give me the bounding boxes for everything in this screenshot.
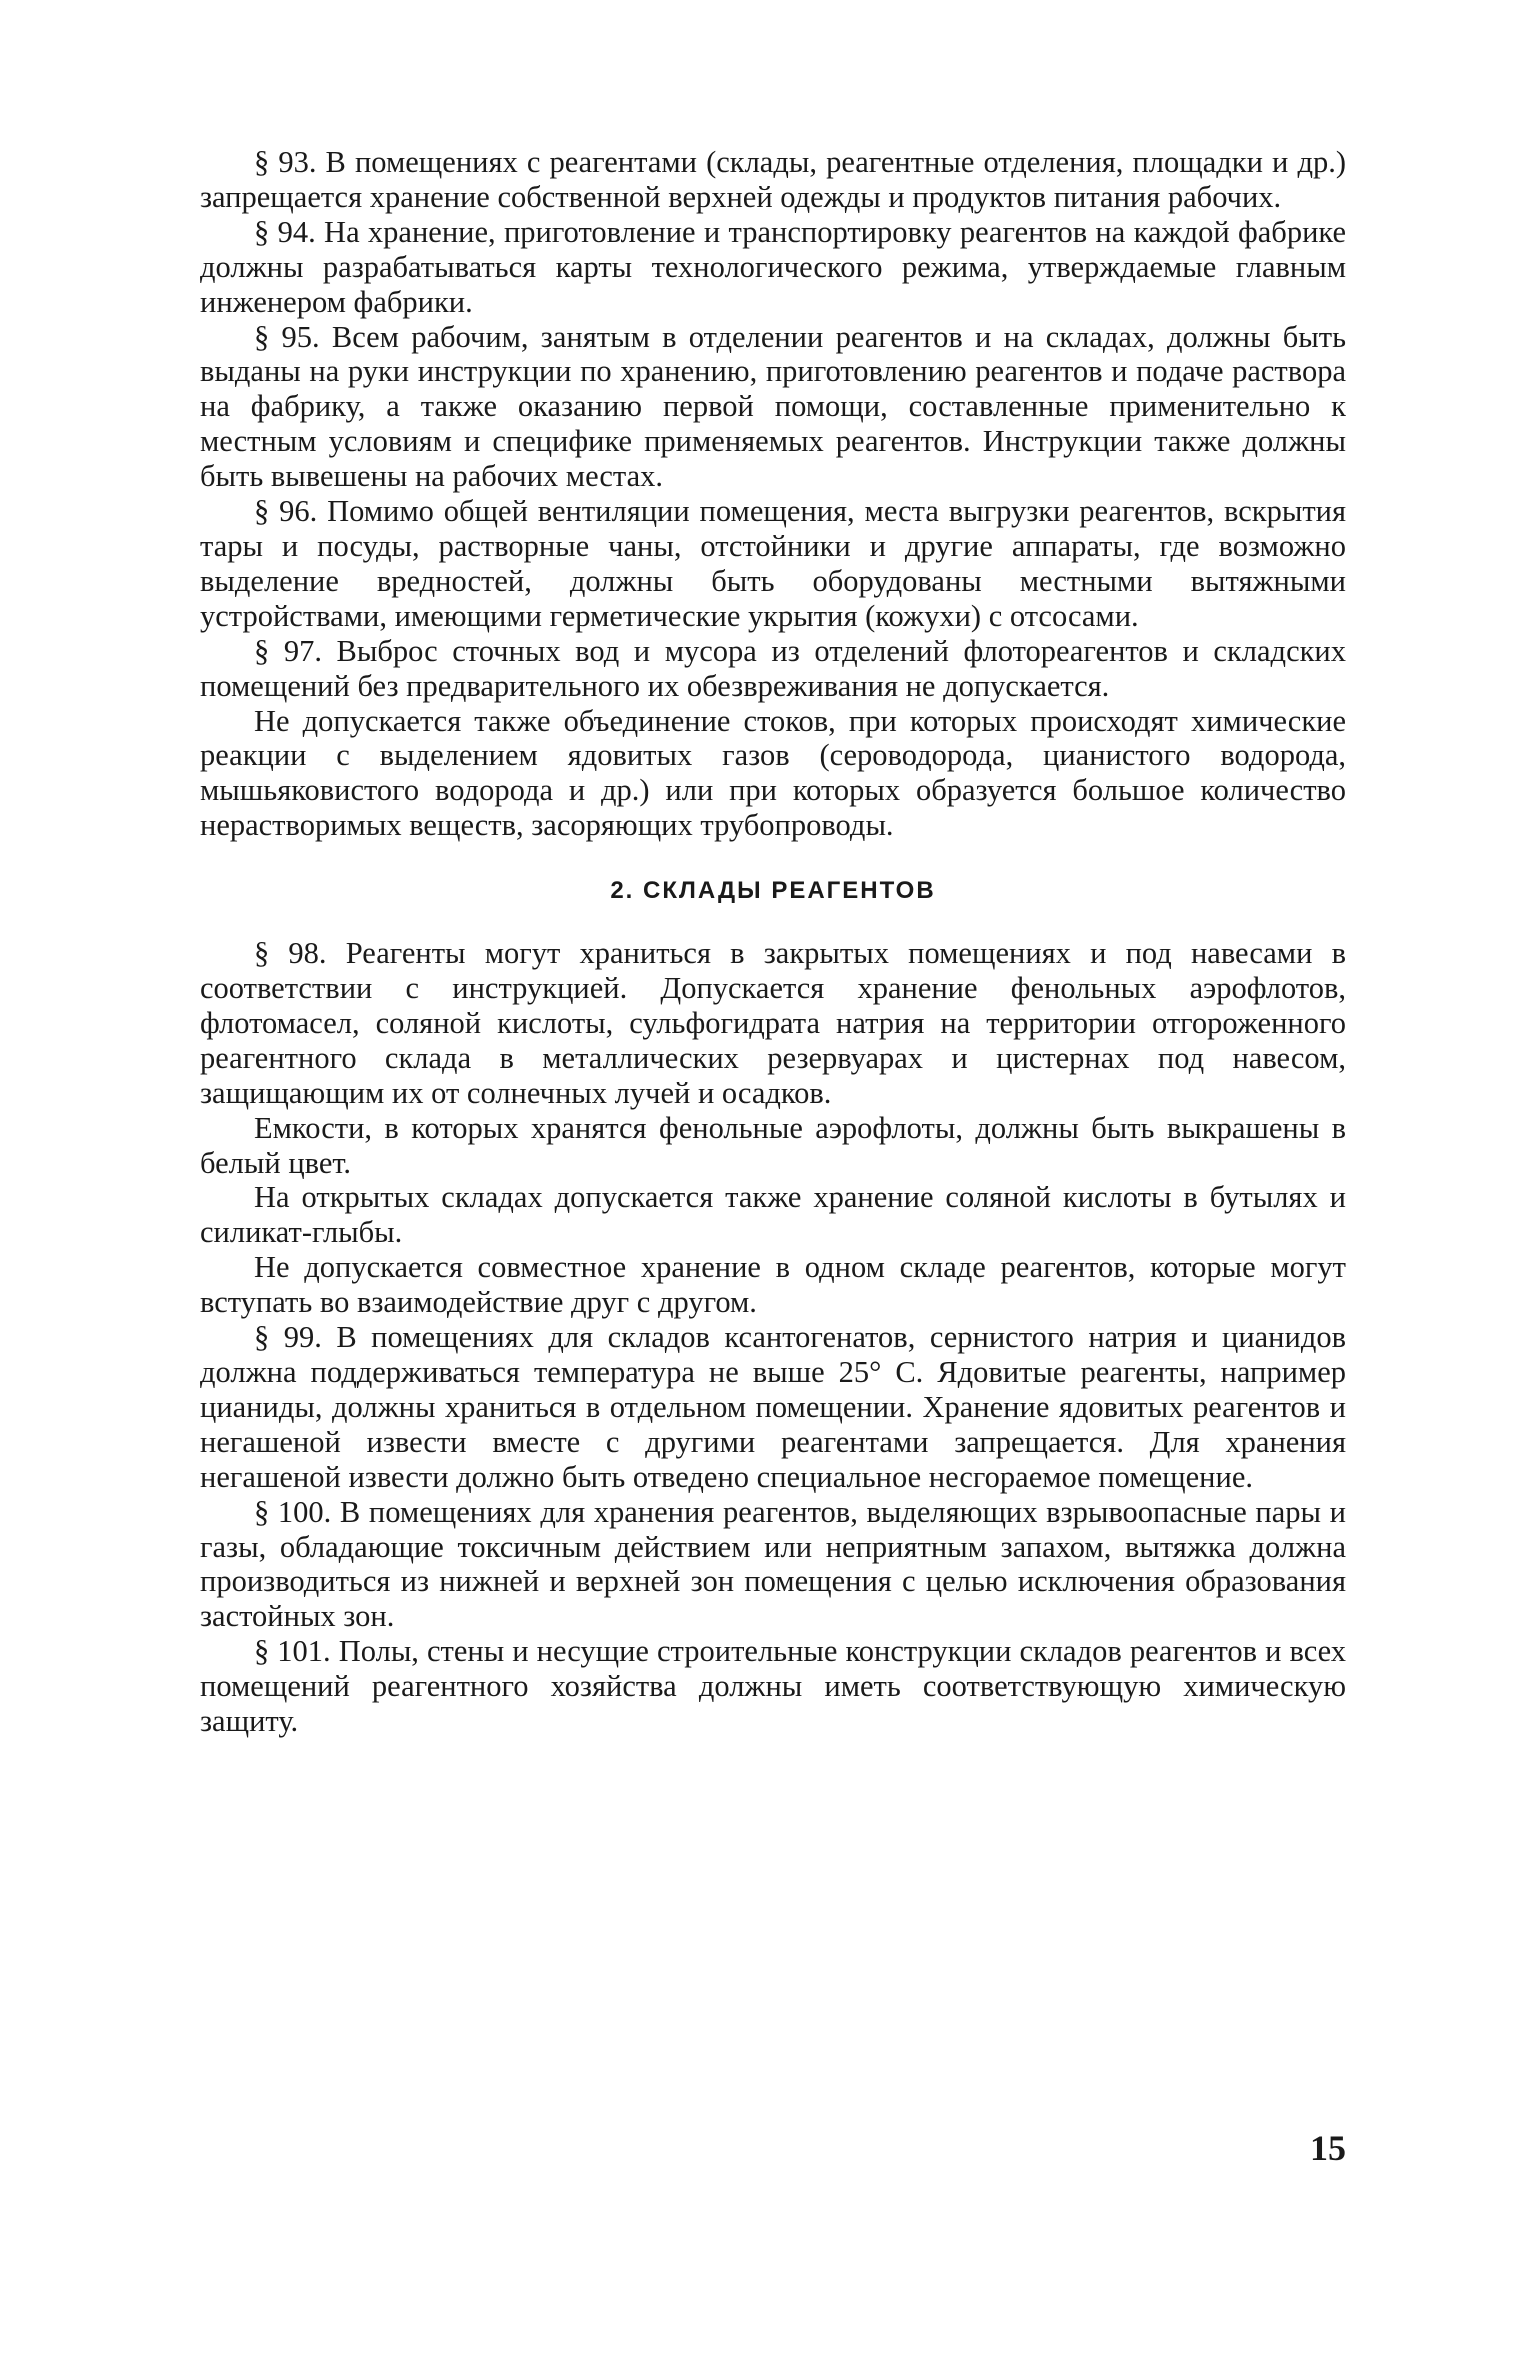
paragraph-98-joint-storage: Не допускается совместное хранение в одном складе реагентов, которые могут вступать во взаимодействие друг с другом. [200,1250,1346,1320]
paragraph-94: § 94. На хранение, приготовление и транспортировку реагентов на каждой фабрике должны разрабатываться карты технологического режима, утверждаемые главным инженером фабрики. [200,214,1346,319]
section-heading: 2. СКЛАДЫ РЕАГЕНТОВ [610,877,936,905]
paragraph-99: § 99. В помещениях для складов ксантогенатов, сернистого натрия и цианидов должна поддерживаться температура не выше 25° С. Ядовитые реагенты, например цианиды, должны храниться в отдельном помещении. Хранение ядовитых реагентов и негашеной извести вместе с другими реагентами запрещается. Для хранения негашеной извести должно быть отведено специальное несгораемое помещение. [200,1320,1346,1494]
paragraph-95: § 95. Всем рабочим, занятым в отделении реагентов и на складах, должны быть выданы на руки инструкции по хранению, приготовлению реагентов и подаче раствора на фабрику, а также оказанию первой помощи, составленные применительно к местным условиям и специфике применяемых реагентов. Инструкции также должны быть вывешены на рабочих местах. [200,319,1346,494]
paragraph-100: § 100. В помещениях для хранения реагентов, выделяющих взрывоопасные пары и газы, обладающие токсичным действием или неприятным запахом, вытяжка должна производиться из нижней и верхней зон помещения с целью исключения образования застойных зон. [200,1494,1346,1634]
paragraph-98: § 98. Реагенты могут храниться в закрытых помещениях и под навесами в соответствии с инструкцией. Допускается хранение фенольных аэрофлотов, флотомасел, соляной кислоты, сульфогидрата натрия на территории отгороженного реагентного склада в металлических резервуарах и цистернах под навесом, защищающим их от солнечных лучей и осадков. [200,936,1346,1110]
paragraph-97: § 97. Выброс сточных вод и мусора из отделений флотореагентов и складских помещений без предварительного их обезвреживания не допускается. [200,633,1346,703]
paragraph-93: § 93. В помещениях с реагентами (склады, реагентные отделения, площадки и др.) запрещается хранение собственной верхней одежды и продуктов питания рабочих. [200,145,1346,214]
paragraph-98-open-storage: На открытых складах допускается также хранение соляной кислоты в бутылях и силикат-глыбы. [200,1180,1346,1250]
body-text [200,145,1346,1739]
paragraph-101: § 101. Полы, стены и несущие строительные конструкции складов реагентов и всех помещений реагентного хозяйства должны иметь соответствующую химическую защиту. [200,1634,1346,1739]
paragraph-98-containers: Емкости, в которых хранятся фенольные аэрофлоты, должны быть выкрашены в белый цвет. [200,1110,1346,1180]
paragraph-97-continued: Не допускается также объединение стоков, при которых происходят химические реакции с выделением ядовитых газов (сероводорода, цианистого водорода, мышьяковистого водорода и др.) или при которых образуется большое количество нерастворимых веществ, засоряющих трубопроводы. [200,703,1346,843]
paragraph-96: § 96. Помимо общей вентиляции помещения, места выгрузки реагентов, вскрытия тары и посуды, растворные чаны, отстойники и другие аппараты, где возможно выделение вредностей, должны быть оборудованы местными вытяжными устройствами, имеющими герметические укрытия (кожухи) с отсосами. [200,494,1346,633]
page-number: 15 [1310,2128,1346,2168]
